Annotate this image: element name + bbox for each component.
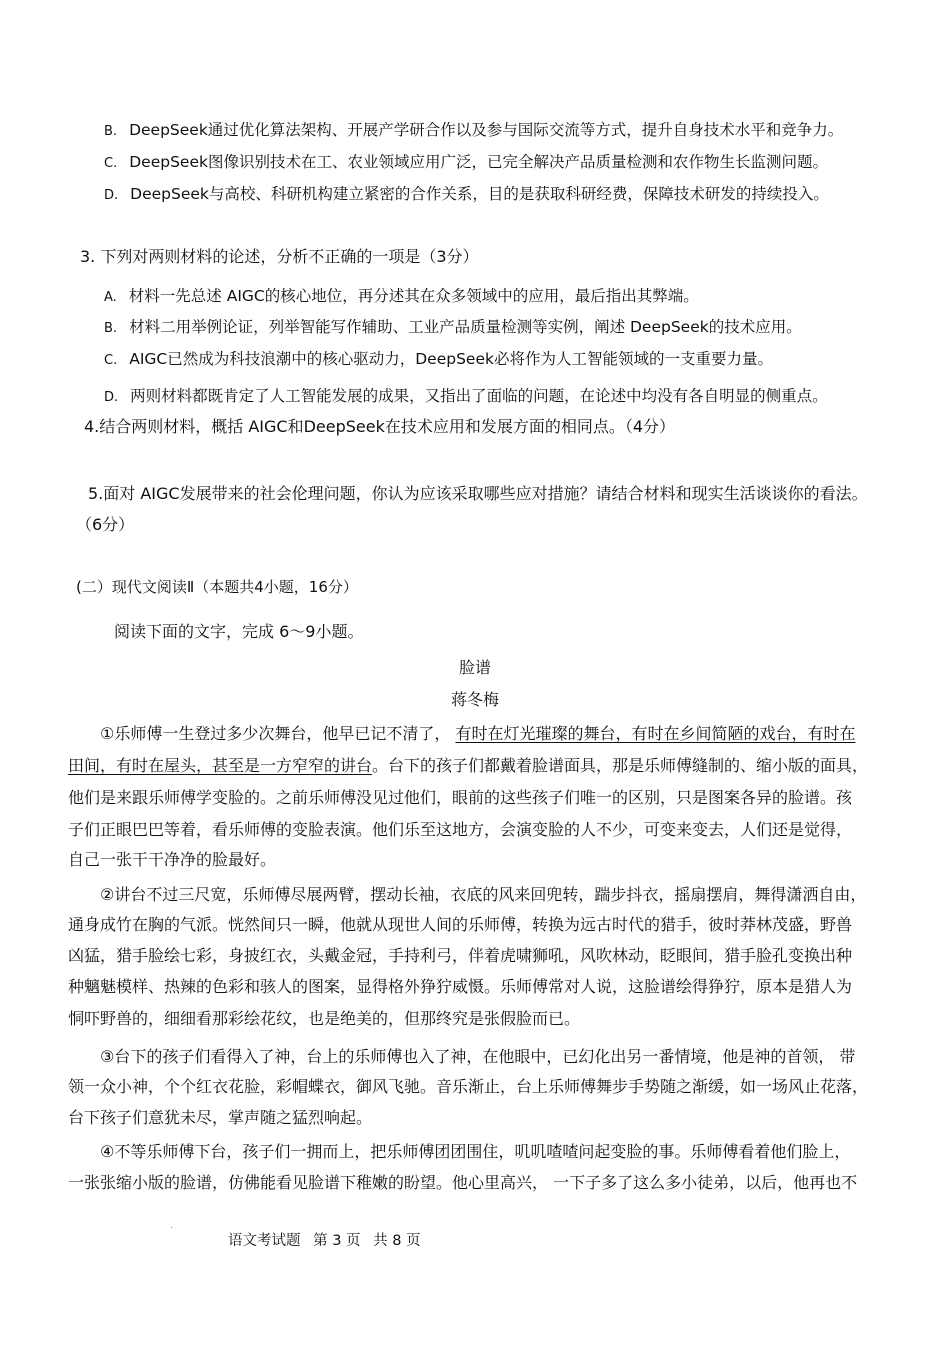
passage-author: 蒋冬梅 bbox=[450, 690, 499, 709]
p1-line1-text: ①乐师傅一生登过多少次舞台，他早已记不清了， bbox=[100, 724, 451, 743]
q3-option-b-text: 材料二用举例论证，列举智能写作辅助、工业产品质量检测等实例，阐述 DeepSeek的技术应用。 bbox=[129, 318, 802, 336]
q2-option-b-label: B. bbox=[104, 124, 118, 139]
p4-line2: 一张张缩小版的脸谱，仿佛能看见脸谱下稚嫩的盼望。他心里高兴， 一下子多了这么多小徒弟，以后，他再也不 bbox=[68, 1173, 858, 1192]
q2-option-d bbox=[104, 183, 829, 207]
q2-option-b bbox=[104, 119, 843, 143]
q3-option-c bbox=[104, 348, 773, 372]
passage-title: 脸谱 bbox=[458, 658, 491, 677]
p4-line1: ④不等乐师傅下台，孩子们一拥而上，把乐师傅团团围住，叽叽喳喳问起变脸的事。乐师傅看着他们脸上， bbox=[100, 1142, 851, 1161]
section-heading: (二）现代文阅读Ⅱ（本题共4小题，16分） bbox=[76, 578, 358, 596]
page-footer bbox=[228, 1231, 421, 1251]
p1-line1-underlined: 有时在灯光璀璨的舞台，有时在乡间简陋的戏台，有时在 bbox=[455, 724, 856, 743]
p1-line2-text: 。台下的孩子们都戴着脸谱面具，那是乐师傅缝制的、缩小版的面具， bbox=[372, 756, 869, 775]
footer-subject: 语文考试题 bbox=[228, 1233, 301, 1249]
q2-option-d-text: DeepSeek与高校、科研机构建立紧密的合作关系，目的是获取科研经费，保障技术研发的持续投入。 bbox=[130, 185, 829, 203]
q3-option-b bbox=[104, 316, 802, 340]
q3-option-d-label: D. bbox=[104, 390, 119, 405]
q3-option-a bbox=[104, 285, 699, 309]
p2-line1: ②讲台不过三尺宽，乐师傅尽展两臂，摆动长袖，衣底的风来回兜转，踹步抖衣，摇扇摆肩，舞得潇洒自由， bbox=[100, 885, 867, 904]
p2-line5: 恫吓野兽的，细细看那彩绘花纹，也是绝美的，但那终究是张假脸而已。 bbox=[68, 1009, 581, 1028]
p2-line2: 通身成竹在胸的气派。恍然间只一瞬，他就从现世人间的乐师傅，转换为远古时代的猎手，彼时莽林茂盛，野兽 bbox=[68, 915, 853, 934]
p3-line3: 台下孩子们意犹未尽，掌声随之猛烈响起。 bbox=[68, 1108, 373, 1127]
q3-option-d bbox=[104, 385, 828, 409]
q2-option-c-label: C. bbox=[104, 156, 118, 171]
p3-line1: ③台下的孩子们看得入了神，台上的乐师傅也入了神，在他眼中，已幻化出另一番情境，他是神的首领， 带 bbox=[100, 1047, 856, 1066]
p2-line4: 种魑魅模样、热辣的色彩和骇人的图案，显得格外狰狞威慑。乐师傅常对人说，这脸谱绘得狰狞，原本是猎人为 bbox=[68, 977, 853, 996]
p1-line2 bbox=[68, 755, 868, 777]
q5-stem-line2: （6分） bbox=[76, 515, 135, 534]
q3-option-d-text: 两则材料都既肯定了人工智能发展的成果，又指出了面临的问题，在论述中均没有各自明显的侧重点。 bbox=[130, 387, 828, 405]
q3-option-b-label: B. bbox=[104, 321, 118, 336]
p1-line4: 子们正眼巴巴等着，看乐师傅的变脸表演。他们乐至这地方，会演变脸的人不少，可变来变去，人们还是觉得， bbox=[68, 820, 853, 839]
reading-instruction: 阅读下面的文字，完成 6～9小题。 bbox=[114, 622, 364, 641]
p3-line2: 领一众小神，个个红衣花脸，彩帽蝶衣，御风飞驰。音乐渐止，台上乐师傅舞步手势随之渐缓，如一场风止花落， bbox=[68, 1077, 869, 1096]
q3-stem: 3. 下列对两则材料的论述，分析不正确的一项是（3分） bbox=[80, 247, 479, 266]
q3-option-a-label: A. bbox=[104, 290, 117, 305]
scan-mark: . bbox=[170, 1220, 174, 1231]
q2-option-b-text: DeepSeek通过优化算法架构、开展产学研合作以及参与国际交流等方式，提升自身技术水平和竞争力。 bbox=[129, 121, 844, 139]
q2-option-d-label: D. bbox=[104, 188, 119, 203]
q3-option-c-text: AIGC已然成为科技浪潮中的核心驱动力，DeepSeek必将作为人工智能领域的一支重要力量。 bbox=[129, 350, 773, 368]
p1-line5: 自己一张干干净净的脸最好。 bbox=[68, 850, 277, 869]
p1-line1 bbox=[100, 723, 855, 745]
footer-total: 共 8 页 bbox=[373, 1233, 421, 1249]
q3-option-c-label: C. bbox=[104, 353, 118, 368]
p1-line3: 他们是来跟乐师傅学变脸的。之前乐师傅没见过他们，眼前的这些孩子们唯一的区别，只是图案各异的脸谱。孩 bbox=[68, 788, 853, 807]
footer-page: 第 3 页 bbox=[313, 1233, 361, 1249]
p2-line3: 凶猛，猎手脸绘七彩，身披红衣，头戴金冠，手持利弓，伴着虎啸狮吼，风吹林动，眨眼间，猎手脸孔变换出种 bbox=[68, 946, 853, 965]
q2-option-c-text: DeepSeek图像识别技术在工、农业领域应用广泛，已完全解决产品质量检测和农作物生长监测问题。 bbox=[129, 153, 828, 171]
p1-line2-underlined: 田间，有时在屋头，甚至是一方窄窄的讲台 bbox=[68, 756, 373, 775]
q4-stem: 4.结合两则材料，概括 AIGC和DeepSeek在技术应用和发展方面的相同点。（4分） bbox=[84, 417, 676, 436]
q5-stem-line1: 5.面对 AIGC发展带来的社会伦理问题，你认为应该采取哪些应对措施？请结合材料和现实生活谈谈你的看法。 bbox=[88, 484, 868, 503]
q3-option-a-text: 材料一先总述 AIGC的核心地位，再分述其在众多领域中的应用，最后指出其弊端。 bbox=[128, 287, 699, 305]
q2-option-c bbox=[104, 151, 828, 175]
